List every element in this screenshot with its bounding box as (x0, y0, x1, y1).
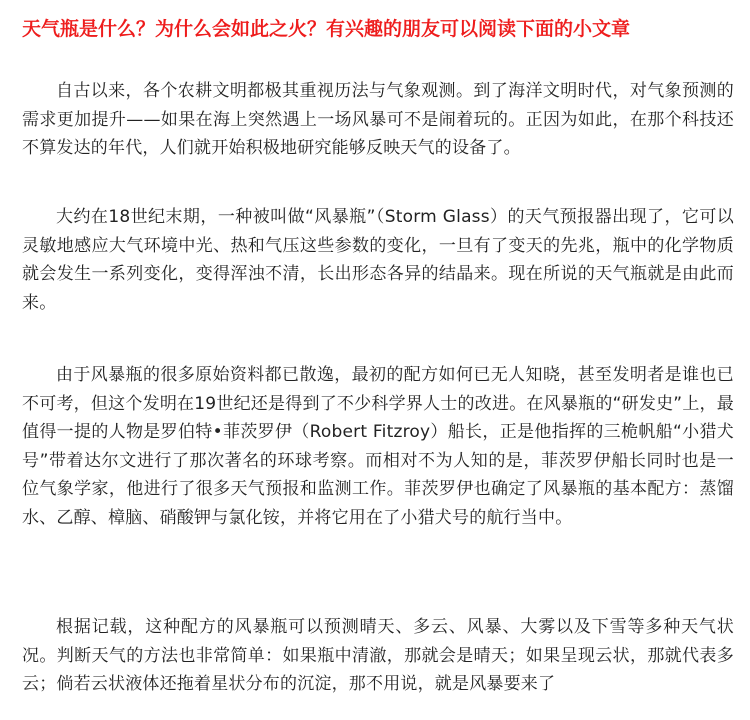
paragraph-history: 自古以来，各个农耕文明都极其重视历法与气象观测。到了海洋文明时代，对气象预测的需求更加提升——如果在海上突然遇上一场风暴可不是闹着玩的。正因为如此，在那个科技还不算发达的年代，人们就开始积极地研究能够反映天气的设备了。 (22, 81, 734, 159)
article-headline: 天气瓶是什么？为什么会如此之火？有兴趣的朋友可以阅读下面的小文章 (22, 18, 631, 40)
paragraph-storm-glass-origin: 大约在18世纪末期，一种被叫做“风暴瓶”（Storm Glass）的天气预报器出现了，它可以灵敏地感应大气环境中光、热和气压这些参数的变化，一旦有了变天的先兆，瓶中的化学物质就会发生一系列变化，变得浑浊不清，长出形态各异的结晶来。现在所说的天气瓶就是由此而来。 (22, 207, 734, 313)
paragraph-weather-reading: 根据记载，这种配方的风暴瓶可以预测晴天、多云、风暴、大雾以及下雪等多种天气状况。判断天气的方法也非常简单：如果瓶中清澈，那就会是晴天；如果呈现云状，那就代表多云；倘若云状液体还拖着星状分布的沉淀，那不用说，就是风暴要来了 (22, 617, 734, 695)
paragraph-fitzroy: 由于风暴瓶的很多原始资料都已散逸，最初的配方如何已无人知晓，甚至发明者是谁也已不可考，但这个发明在19世纪还是得到了不少科学界人士的改进。在风暴瓶的“研发史”上，最值得一提的人物是罗伯特•菲茨罗伊（Robert Fitzroy）船长，正是他指挥的三桅帆船“小猎犬号”带着达尔文进行了那次著名的环球考察。而相对不为人知的是，菲茨罗伊船长同时也是一位气象学家，他进行了很多天气预报和监测工作。菲茨罗伊也确定了风暴瓶的基本配方：蒸馏水、乙醇、樟脑、硝酸钾与氯化铵，并将它用在了小猎犬号的航行当中。 (22, 365, 734, 528)
